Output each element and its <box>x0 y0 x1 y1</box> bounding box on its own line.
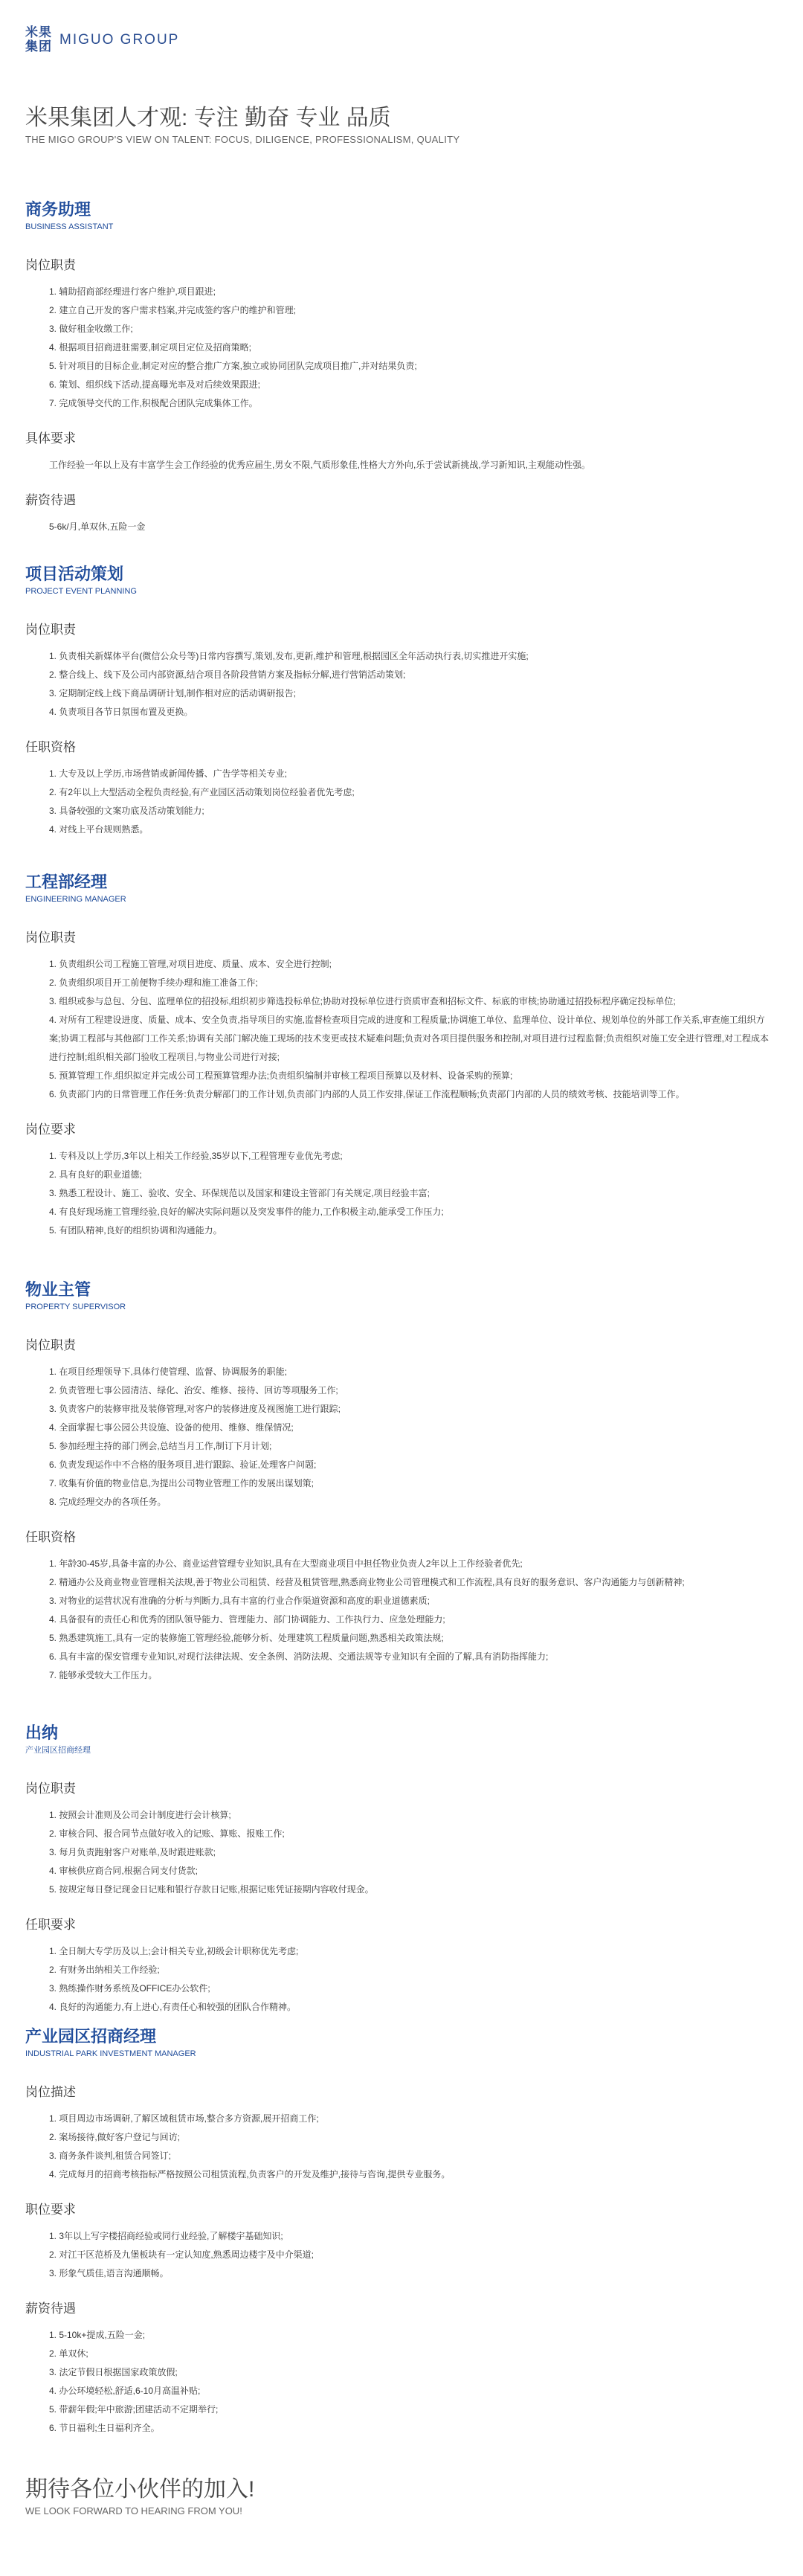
section-title: 岗位职责 <box>25 258 76 272</box>
section-title: 具体要求 <box>25 431 76 446</box>
list-item: 5. 参加经理主持的部门例会,总结当月工作,制订下月计划; <box>49 1441 272 1451</box>
salary-text: 5-6k/月,单双休,五险一金 <box>49 521 146 532</box>
section-title: 岗位职责 <box>25 623 76 637</box>
intro-section <box>25 104 459 145</box>
list-item: 1. 专科及以上学历,3年以上相关工作经验,35岁以下,工程管理专业优先考虑; <box>49 1151 343 1161</box>
list-item: 5. 有团队精神,良好的组织协调和沟通能力。 <box>49 1225 222 1236</box>
list-item: 1. 辅助招商部经理进行客户维护,项目跟进; <box>49 286 216 297</box>
list-item: 1. 大专及以上学历,市场营销或新闻传播、广告学等相关专业; <box>49 768 288 779</box>
list-item: 3. 定期制定线上线下商品调研计划,制作相对应的活动调研报告; <box>49 688 297 698</box>
outro-title: 期待各位小伙伴的加入! <box>25 2477 255 2502</box>
list-item: 5. 预算管理工作,组织拟定并完成公司工程预算管理办法;负责组织编制并审核工程项目预算以及材料、设备采购的预算; <box>49 1070 513 1081</box>
job-title: 工程部经理 <box>25 873 108 891</box>
duty-list <box>25 1806 776 1899</box>
list-item: 3. 负责客户的装修审批及装修管理,对客户的装修进度及视图施工进行跟踪; <box>49 1404 341 1414</box>
list-item: 2. 负责组织项目开工前便物手续办理和施工准备工作; <box>49 977 258 988</box>
list-item: 2. 审核合同、报合同节点做好收入的记账、算账、报账工作; <box>49 1828 285 1839</box>
job-subtitle: PROPERTY SUPERVISOR <box>25 1303 126 1311</box>
job-title: 物业主管 <box>25 1280 91 1299</box>
list-item: 1. 5-10k+提成,五险一金; <box>49 2330 146 2340</box>
list-item: 5. 带薪年假;年中旅游;团建活动不定期举行; <box>49 2404 219 2415</box>
job-title: 产业园区招商经理 <box>25 2027 157 2046</box>
job-engineering-manager <box>25 872 776 1240</box>
list-item: 2. 单双休; <box>49 2348 88 2359</box>
section-title: 任职要求 <box>25 1918 76 1932</box>
list-item: 3. 商务条件谈判,租赁合同签订; <box>49 2151 172 2161</box>
duty-list <box>25 647 776 722</box>
section-title: 岗位职责 <box>25 931 76 945</box>
duty-list <box>25 1363 776 1512</box>
list-item: 2. 整合线上、线下及公司内部资源,结合项目各阶段营销方案及指标分解,进行营销活动策划; <box>49 669 406 680</box>
salary-list <box>25 2326 776 2438</box>
list-item: 5. 针对项目的目标企业,制定对应的整合推广方案,独立或协同团队完成项目推广,并对结果负责; <box>49 361 417 371</box>
section-title: 薪资待遇 <box>25 493 76 507</box>
job-industrial-park-investment-manager <box>25 2026 776 2438</box>
list-item: 1. 3年以上写字楼招商经验或同行业经验,了解楼宇基础知识; <box>49 2231 283 2241</box>
section-title: 岗位职责 <box>25 1338 76 1352</box>
intro-title: 米果集团人才观: 专注 勤奋 专业 品质 <box>25 106 391 130</box>
job-title: 商务助理 <box>25 200 91 219</box>
list-item: 3. 熟练操作财务系统及OFFICE办公软件; <box>49 1983 210 1994</box>
duty-list <box>25 955 776 1104</box>
list-item: 3. 形象气质佳,语言沟通顺畅。 <box>49 2268 169 2278</box>
job-subtitle: ENGINEERING MANAGER <box>25 895 126 904</box>
duty-list <box>25 283 776 413</box>
list-item: 4. 全面掌握七事公园公共设施、设备的使用、维修、维保情况; <box>49 1422 294 1433</box>
requirement-list <box>25 1942 776 2017</box>
list-item: 6. 节日福利;生日福利齐全。 <box>49 2423 160 2433</box>
list-item: 3. 法定节假日根据国家政策放假; <box>49 2367 178 2377</box>
job-subtitle: BUSINESS ASSISTANT <box>25 222 114 231</box>
list-item: 6. 具有丰富的保安管理专业知识,对现行法律法规、安全条例、消防法规、交通法规等专业知识有全面的了解,具有消防指挥能力; <box>49 1651 549 1662</box>
list-item: 1. 按照会计准则及公司会计制度进行会计核算; <box>49 1810 231 1820</box>
list-item: 5. 熟悉建筑施工,具有一定的装修施工管理经验,能够分析、处理建筑工程质量问题,熟悉相关政策法规; <box>49 1633 444 1643</box>
list-item: 2. 负责管理七事公园清洁、绿化、治安、维修、接待、回访等项服务工作; <box>49 1385 338 1395</box>
list-item: 2. 建立自己开发的客户需求档案,并完成签约客户的维护和管理; <box>49 305 297 315</box>
logo-cn-text: 米果集团 <box>25 25 52 54</box>
requirement-list <box>25 1147 776 1240</box>
list-item: 5. 按规定每日登记现金日记账和银行存款日记账,根据记账凭证接期内容收付现金。 <box>49 1884 374 1895</box>
section-title: 岗位要求 <box>25 1122 76 1137</box>
list-item: 1. 年龄30-45岁,具备丰富的办公、商业运营管理专业知识,具有在大型商业项目中担任物业负责人2年以上工作经验者优先; <box>49 1558 523 1569</box>
list-item: 6. 负责发现运作中不合格的服务项目,进行跟踪、验证,处理客户问题; <box>49 1459 317 1470</box>
list-item: 4. 有良好现场施工管理经验,良好的解决实际问题以及突发事件的能力,工作积极主动,能承受工作压力; <box>49 1207 444 1217</box>
job-subtitle: PROJECT EVENT PLANNING <box>25 587 137 596</box>
list-item: 3. 做好租金收缴工作; <box>49 324 133 334</box>
outro-subtitle: WE LOOK FORWARD TO HEARING FROM YOU! <box>25 2505 242 2516</box>
list-item: 2. 具有良好的职业道德; <box>49 1169 142 1180</box>
section-title: 岗位职责 <box>25 1782 76 1796</box>
job-title: 出纳 <box>25 1724 59 1742</box>
list-item: 4. 对线上平台规则熟悉。 <box>49 824 149 835</box>
qualification-list <box>25 1555 776 1685</box>
list-item: 3. 每月负责跑射客户对账单,及时跟进账款; <box>49 1847 216 1857</box>
job-subtitle: INDUSTRIAL PARK INVESTMENT MANAGER <box>25 2049 196 2058</box>
list-item: 2. 对江干区范桥及九堡板块有一定认知度,熟悉周边楼宇及中介渠道; <box>49 2249 315 2260</box>
job-property-supervisor <box>25 1279 776 1685</box>
list-item: 6. 策划、组织线下活动,提高曝光率及对后续效果跟进; <box>49 379 261 390</box>
job-cashier <box>25 1723 776 2017</box>
list-item: 1. 项目周边市场调研,了解区域租赁市场,整合多方资源,展开招商工作; <box>49 2113 319 2124</box>
list-item: 8. 完成经理交办的各项任务。 <box>49 1497 167 1507</box>
list-item: 1. 在项目经理领导下,具体行使管理、监督、协调服务的职能; <box>49 1366 288 1377</box>
list-item: 2. 案场接待,做好客户登记与回访; <box>49 2132 181 2142</box>
list-item: 4. 审核供应商合同,根据合同支付货款; <box>49 1866 199 1876</box>
section-title: 任职资格 <box>25 740 76 754</box>
list-item: 4. 负责项目各节日氛围布置及更换。 <box>49 707 193 717</box>
list-item: 4. 根据项目招商进驻需要,制定项目定位及招商策略; <box>49 342 252 353</box>
list-item: 2. 有财务出纳相关工作经验; <box>49 1965 160 1975</box>
qualification-list <box>25 765 776 839</box>
list-item: 2. 精通办公及商业物业管理相关法规,善于物业公司租赁、经营及租赁管理,熟悉商业物业公司管理模式和工作流程,具有良好的服务意识、客户沟通能力与创新精神; <box>49 1577 685 1587</box>
list-item: 4. 办公环境轻松,舒适,6-10月高温补贴; <box>49 2386 201 2396</box>
job-title: 项目活动策划 <box>25 565 124 583</box>
section-title: 薪资待遇 <box>25 2302 76 2316</box>
list-item: 4. 具备很有的责任心和优秀的团队领导能力、管理能力、部门协调能力、工作执行力、应急处理能力; <box>49 1614 445 1625</box>
company-logo <box>25 25 179 54</box>
list-item: 7. 收集有价值的物业信息,为提出公司物业管理工作的发展出谋划策; <box>49 1478 315 1488</box>
list-item: 3. 具备较强的文案功底及活动策划能力; <box>49 806 204 816</box>
list-item: 7. 能够承受较大工作压力。 <box>49 1670 158 1680</box>
list-item: 1. 负责相关新媒体平台(微信公众号等)日常内容撰写,策划,发布,更新,维护和管理,根据园区全年活动执行表,切实推进开实施; <box>49 651 529 661</box>
list-item: 3. 组织或参与总包、分包、监理单位的招投标,组织初步筛选投标单位;协助对投标单位进行资质审查和招标文件、标底的审核;协助通过招投标程序确定投标单位; <box>49 996 676 1006</box>
requirement-list <box>25 2227 776 2283</box>
list-item: 7. 完成领导交代的工作,积极配合团队完成集体工作。 <box>49 398 258 408</box>
list-item: 2. 有2年以上大型活动全程负责经验,有产业园区活动策划岗位经验者优先考虑; <box>49 787 355 797</box>
list-item: 4. 对所有工程建设进度、质量、成本、安全负责,指导项目的实施,监督检查项目完成的进度和工程质量;协调施工单位、监理单位、设计单位、规划单位的外部工作关系,审查施工组织方案;协调工程部与其他部门工作关系;协调有关部门解决施工现场的技术变更或技术疑难问题;负责对各项目提供服务和控制,对项目进行过程监督;负责组织对施工安全进行管理,对工程成本进行控制;组织相关部门验收工程项目,与物业公司进行对接; <box>49 1015 770 1062</box>
section-title: 岗位描述 <box>25 2085 76 2099</box>
job-subtitle: 产业园区招商经理 <box>25 1746 91 1755</box>
outro-section <box>25 2476 254 2516</box>
list-item: 6. 负责部门内的日常管理工作任务:负责分解部门的工作计划,负责部门内部的人员工作安排,保证工作流程顺畅;负责部门内部的人员的绩效考核、技能培训等工作。 <box>49 1089 685 1099</box>
list-item: 4. 完成每月的招商考核指标严格按照公司租赁流程,负责客户的开发及维护,接待与咨询,提供专业服务。 <box>49 2169 451 2180</box>
list-item: 4. 良好的沟通能力,有上进心,有责任心和较强的团队合作精神。 <box>49 2002 297 2012</box>
section-title: 任职资格 <box>25 1530 76 1544</box>
list-item: 3. 对物业的运营状况有准确的分析与判断力,具有丰富的行业合作渠道资源和高度的职业道德素质; <box>49 1596 430 1606</box>
section-title: 职位要求 <box>25 2203 76 2217</box>
list-item: 1. 负责组织公司工程施工管理,对项目进度、质量、成本、安全进行控制; <box>49 959 332 969</box>
intro-subtitle: THE MIGO GROUP'S VIEW ON TALENT: FOCUS, DILIGENCE, PROFESSIONALISM, QUALITY <box>25 134 460 145</box>
list-item: 3. 熟悉工程设计、施工、验收、安全、环保规范以及国家和建设主管部门有关规定,项目经验丰富; <box>49 1188 430 1198</box>
description-list <box>25 2110 776 2184</box>
list-item: 1. 全日制大专学历及以上;会计相关专业,初级会计职称优先考虑; <box>49 1946 299 1956</box>
job-project-event-planning <box>25 564 776 839</box>
logo-en-text: MIGUO GROUP <box>59 31 180 48</box>
job-business-assistant <box>25 199 776 536</box>
requirements-text: 工作经验一年以上及有丰富学生会工作经验的优秀应届生,男女不限,气质形象佳,性格大方外向,乐于尝试新挑战,学习新知识,主观能动性强。 <box>49 460 591 470</box>
